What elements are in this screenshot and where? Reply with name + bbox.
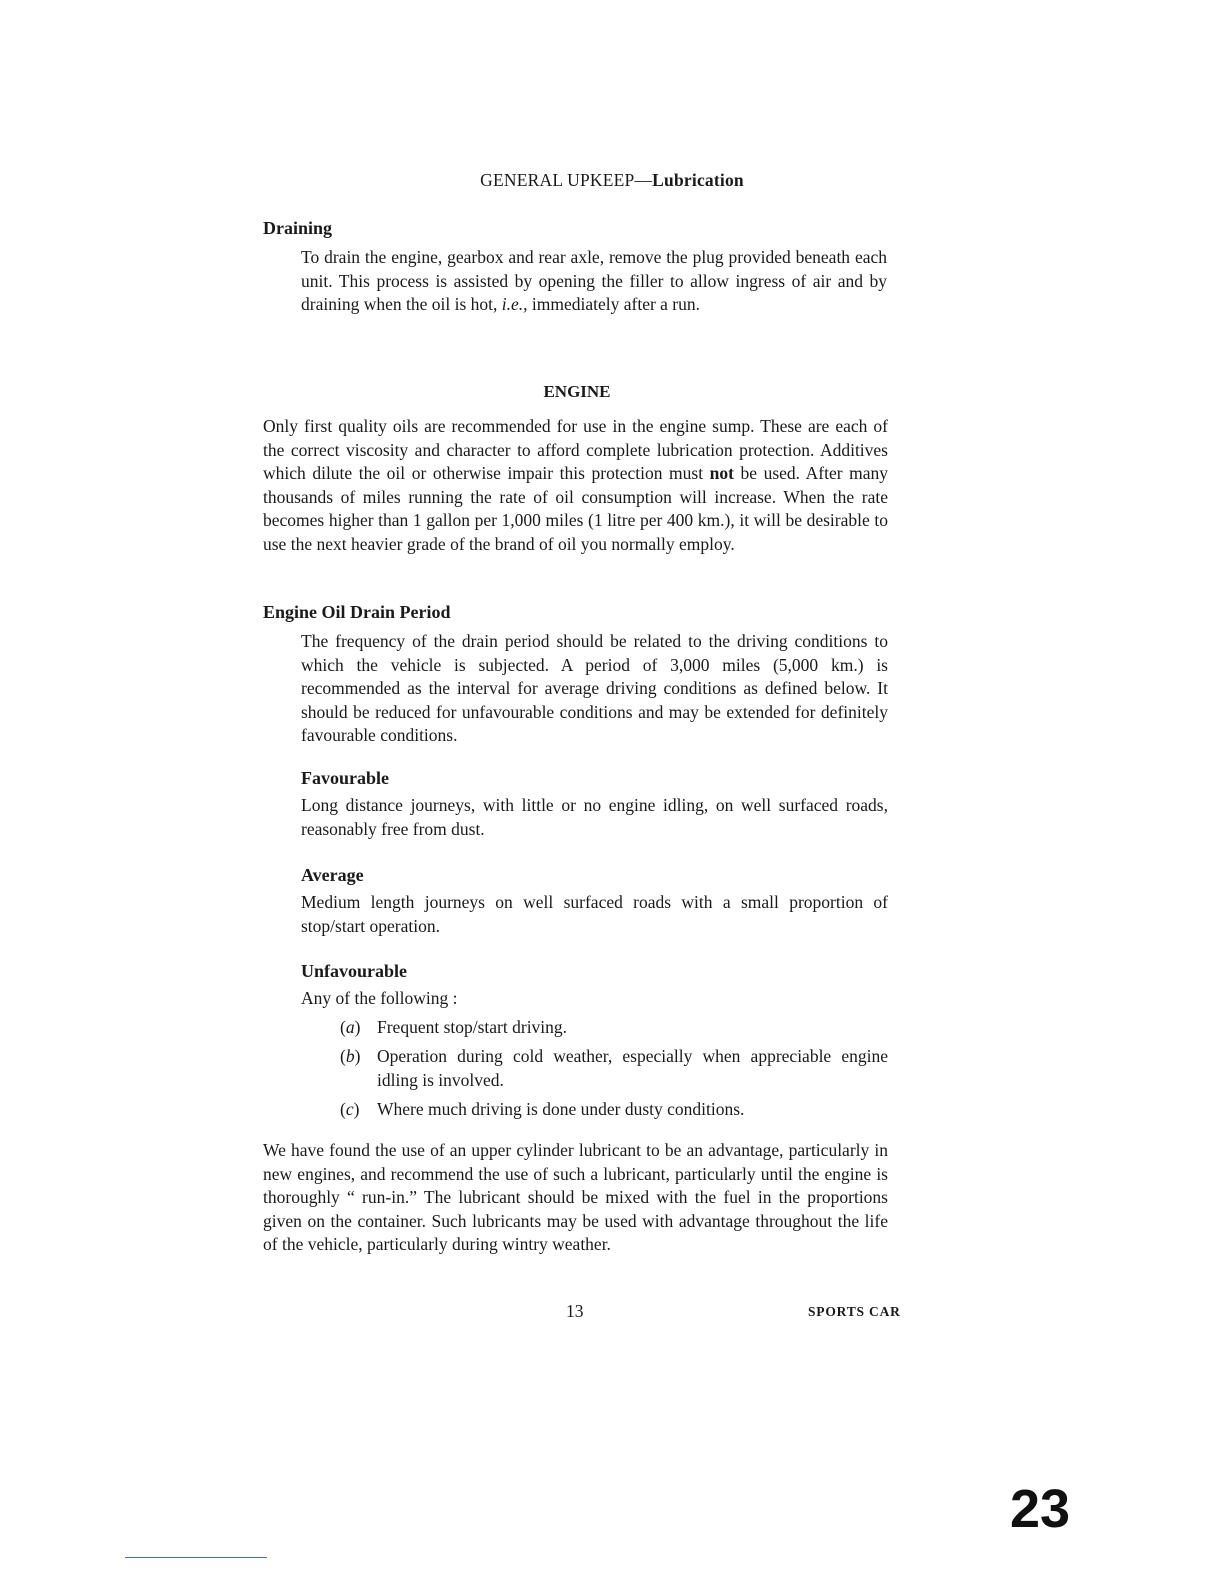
running-head-topic: Lubrication <box>652 170 744 190</box>
list-marker-b: (b) <box>340 1046 361 1066</box>
list-text-c: Where much driving is done under dusty conditions. <box>377 1099 745 1119</box>
draining-text-a: To drain the engine, gearbox and rear axle, remove the plug provided beneath each unit. This process is assisted by opening the filler to allow ingress of air and by draining when the oil is hot, <box>301 247 887 314</box>
engine-text-b: be used. After many thousands of miles running the rate of oil consumption will increase. When the rate becomes higher than 1 gallon per 1,000 miles (1 litre per 400 km.), it will be desirable to use the next heavier grade of the brand of oil you normally employ. <box>263 463 888 554</box>
engine-heading: ENGINE <box>543 382 611 401</box>
running-head-section: GENERAL UPKEEP— <box>480 170 653 190</box>
draining-heading: Draining <box>263 218 333 238</box>
drain-period-heading: Engine Oil Drain Period <box>263 602 451 622</box>
drain-period-paragraph: The frequency of the drain period should be related to the driving conditions to which the vehicle is subjected. A period of 3,000 miles (5,000 km.) is recommended as the interval for average driving conditions as defined below. It should be reduced for unfavourable conditions and may be extended for definitely favourable conditions. <box>301 631 888 745</box>
favourable-paragraph: Long distance journeys, with little or no engine idling, on well surfaced roads, reasonably free from dust. <box>301 795 888 839</box>
draining-text-italic: i.e., <box>501 294 528 314</box>
footnote-rule <box>125 1557 267 1558</box>
footer-tag: SPORTS CAR <box>808 1304 901 1319</box>
draining-paragraph <box>301 246 887 317</box>
page-number: 13 <box>566 1301 584 1321</box>
running-head <box>0 170 1224 191</box>
average-paragraph: Medium length journeys on well surfaced roads with a small proportion of stop/start operation. <box>301 892 888 936</box>
unfavourable-heading: Unfavourable <box>301 961 408 981</box>
average-heading: Average <box>301 865 364 885</box>
favourable-heading: Favourable <box>301 768 389 788</box>
draining-text-b: immediately after a run. <box>527 294 701 314</box>
list-marker-c: (c) <box>340 1099 360 1119</box>
unfavourable-intro: Any of the following : <box>301 988 458 1008</box>
list-text-b: Operation during cold weather, especially when appreciable engine idling is involved. <box>377 1046 888 1090</box>
list-text-a: Frequent stop/start driving. <box>377 1017 568 1037</box>
engine-text-a: Only first quality oils are recommended for use in the engine sump. These are each of the correct viscosity and character to afford complete lubrication protection. Additives which dilute the oil or otherwise impair this protection must <box>263 416 888 483</box>
upper-cylinder-paragraph: We have found the use of an upper cylinder lubricant to be an advantage, particularly in new engines, and recommend the use of such a lubricant, particularly until the engine is thoroughly “ run-in.” The lubricant should be mixed with the fuel in the proportions given on the container. Such lubricants may be used with advantage throughout the life of the vehicle, particularly during wintry weather. <box>263 1140 888 1254</box>
sheet-number: 23 <box>1010 1479 1071 1539</box>
engine-text-bold: not <box>709 463 734 483</box>
list-marker-a: (a) <box>340 1017 361 1037</box>
engine-paragraph <box>263 415 888 556</box>
